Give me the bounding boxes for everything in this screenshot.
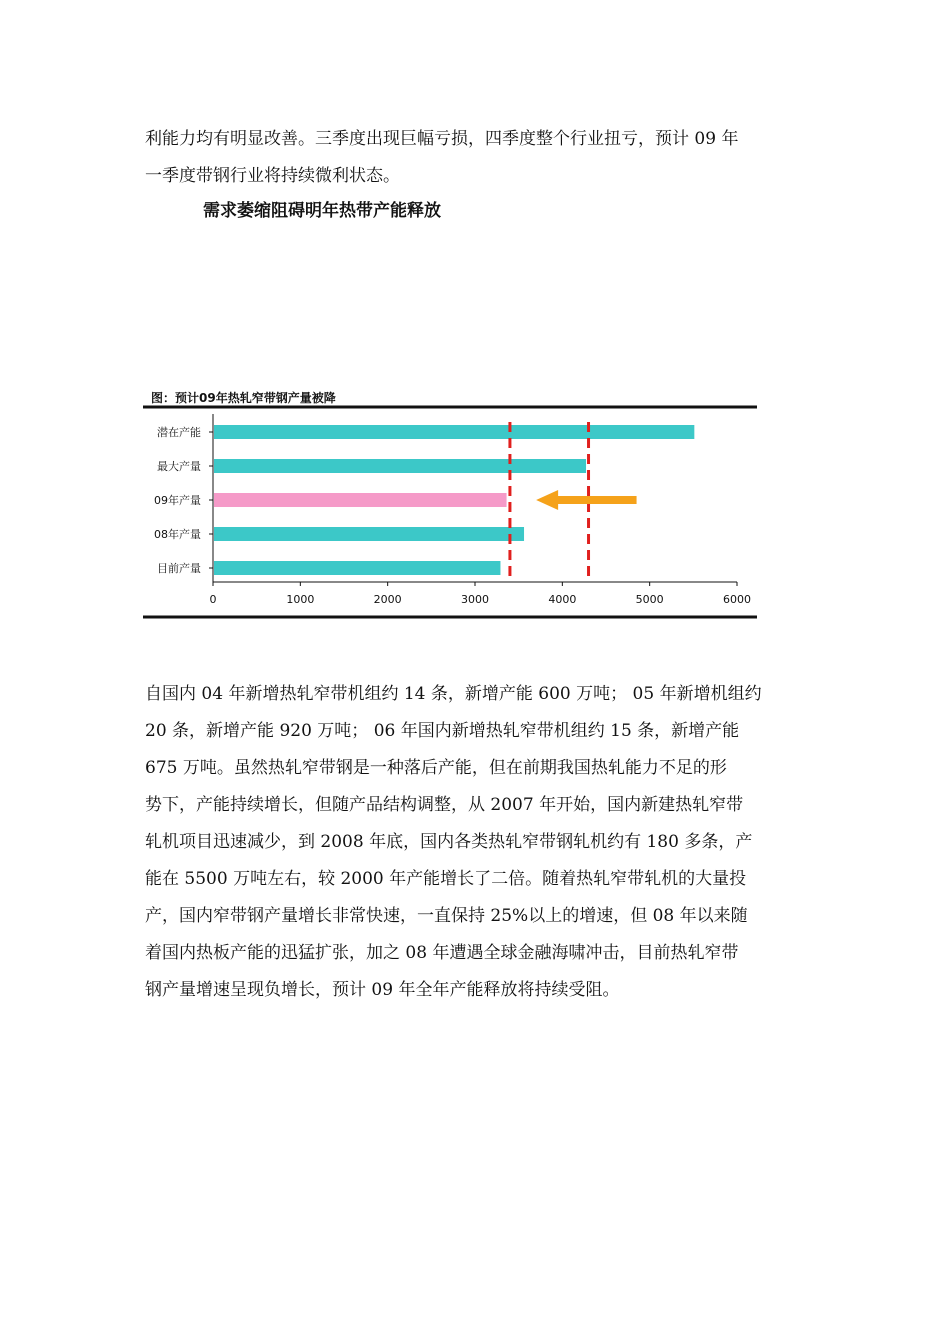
text-line: 能在 5500 万吨左右，较 2000 年产能增长了二倍。随着热轧窄带轧机的大量投 xyxy=(145,869,747,889)
text-line: 675 万吨。虽然热轧窄带钢是一种落后产能，但在前期我国热轧能力不足的形 xyxy=(145,758,727,778)
bar xyxy=(214,561,500,575)
x-tick-label: 5000 xyxy=(635,593,664,606)
text-line: 势下，产能持续增长，但随产品结构调整，从 2007 年开始，国内新建热轧窄带 xyxy=(145,795,744,815)
text-line: 一季度带钢行业将持续微利状态。 xyxy=(145,166,400,186)
section-heading: 需求萎缩阻碍明年热带产能释放 xyxy=(203,201,441,221)
bar xyxy=(214,527,524,541)
chart-figure xyxy=(143,384,759,624)
text-line: 20 条，新增产能 920 万吨； 06 年国内新增热轧窄带机组约 15 条，新增产能 xyxy=(145,721,740,741)
category-label: 最大产量 xyxy=(157,460,201,473)
category-label: 08年产量 xyxy=(154,528,201,541)
x-tick-label: 2000 xyxy=(373,593,402,606)
intro-paragraph xyxy=(145,121,807,195)
category-label: 潜在产能 xyxy=(157,426,201,439)
text-line: 利能力均有明显改善。三季度出现巨幅亏损，四季度整个行业扭亏，预计 09 年 xyxy=(145,129,739,149)
x-tick-label: 0 xyxy=(209,593,217,606)
arrow-shaft xyxy=(554,496,636,504)
bar xyxy=(214,459,586,473)
chart-caption: 图：预计09年热轧窄带钢产量被降 xyxy=(151,391,336,405)
plot-area xyxy=(154,414,751,606)
text-line: 自国内 04 年新增热轧窄带机组约 14 条，新增产能 600 万吨； 05 年新增机组约 xyxy=(145,684,762,704)
bar xyxy=(214,493,507,507)
body-paragraph xyxy=(145,676,807,1009)
arrow-left-icon xyxy=(536,490,558,510)
x-tick-label: 4000 xyxy=(548,593,577,606)
bar xyxy=(214,425,694,439)
text-line: 轧机项目迅速减少，到 2008 年底，国内各类热轧窄带钢轧机约有 180 多条，产 xyxy=(145,832,753,852)
text-line: 产，国内窄带钢产量增长非常快速，一直保持 25%以上的增速，但 08 年以来随 xyxy=(145,906,748,926)
x-tick-label: 6000 xyxy=(723,593,751,606)
bar-chart xyxy=(143,384,759,624)
text-line: 钢产量增速呈现负增长，预计 09 年全年产能释放将持续受阻。 xyxy=(145,980,620,1000)
category-label: 09年产量 xyxy=(154,494,201,507)
text-line: 着国内热板产能的迅猛扩张，加之 08 年遭遇全球金融海啸冲击，目前热轧窄带 xyxy=(145,943,739,963)
x-tick-label: 3000 xyxy=(461,593,489,606)
x-tick-label: 1000 xyxy=(286,593,315,606)
category-label: 目前产量 xyxy=(157,562,201,575)
